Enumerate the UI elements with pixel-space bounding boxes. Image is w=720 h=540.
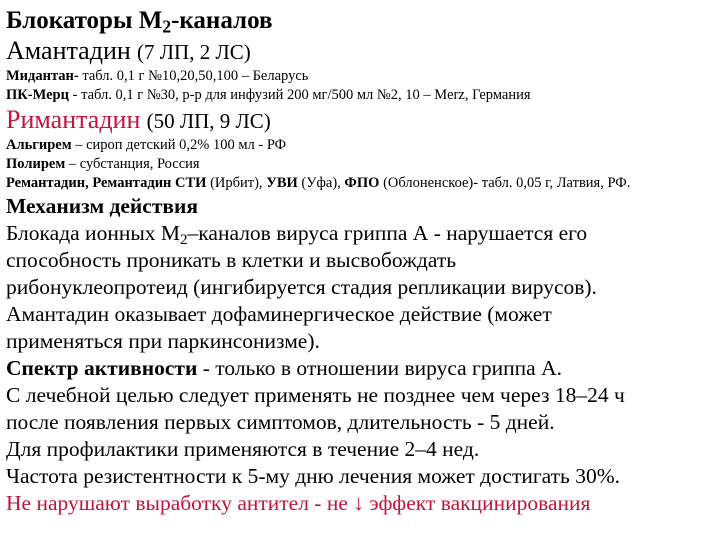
- prophylaxis-line: Для профилактики применяются в течение 2–4 нед.: [6, 437, 480, 461]
- treatment-line-2: после появления первых симптомов, длительность - 5 дней.: [6, 410, 555, 434]
- amantadine-counts: (7 ЛП, 2 ЛС): [137, 40, 251, 64]
- mechanism-line-3: рибонуклеопротеид (ингибируется стадия репликации вирусов).: [6, 275, 597, 299]
- arrow-down-icon: ↓: [353, 491, 365, 515]
- amantadine-product-1: Мидантан- табл. 0,1 г №10,20,50,100 – Беларусь: [6, 68, 309, 84]
- antibodies-line: Не нарушают выработку антител - не ↓ эффект вакцинирования: [6, 491, 591, 515]
- spectrum-line: Спектр активности - только в отношении вируса гриппа А.: [6, 356, 562, 380]
- rimantadine-header: [6, 105, 720, 136]
- rimantadine-name: Римантадин: [6, 105, 141, 134]
- mechanism-section: [6, 193, 720, 517]
- mechanism-line-2: способность проникать в клетки и высвобождать: [6, 248, 457, 272]
- amantadine-header: [6, 36, 720, 67]
- rimantadine-counts: (50 ЛП, 9 ЛС): [146, 109, 271, 133]
- treatment-line-1: С лечебной целью следует применять не позднее чем через 18–24 ч: [6, 383, 625, 407]
- amantadine-name: Амантадин: [6, 36, 131, 65]
- slide-title: Блокаторы $М_2$-каналов: [6, 7, 273, 37]
- rimantadine-product-1: Альгирем – сироп детский 0,2% 100 мл - РФ: [6, 137, 287, 153]
- resistance-line: Частота резистентности к 5-му дню лечения может достигать 30%.: [6, 464, 621, 488]
- mechanism-line-5: применяться при паркинсонизме).: [6, 329, 320, 353]
- rimantadine-product-3: Ремантадин, Ремантадин СТИ (Ирбит), УВИ (Уфа), ФПО (Облоненское)- табл. 0,05 г, Латвия, РФ.: [6, 175, 631, 191]
- rimantadine-product-2: Полирем – субстанция, Россия: [6, 156, 200, 172]
- mechanism-line-1: Блокада ионных $М_2$–каналов вируса гриппа А - нарушается его: [6, 221, 588, 248]
- mechanism-line-4: Амантадин оказывает дофаминергическое действие (может: [6, 302, 552, 326]
- amantadine-product-2: ПК-Мерц - табл. 0,1 г №30, р-р для инфузий 200 мг/500 мл №2, 10 – Merz, Германия: [6, 87, 531, 103]
- mechanism-heading: Механизм действия: [6, 194, 199, 218]
